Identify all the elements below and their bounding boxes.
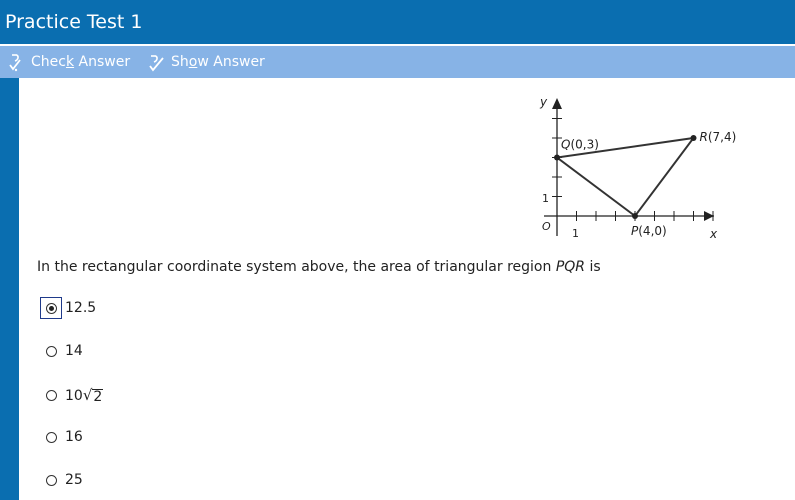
check-answer-label: Check Answer — [31, 54, 131, 70]
origin-label: O — [542, 220, 551, 233]
show-answer-button[interactable] — [148, 46, 265, 78]
point-label-r: R(7,4) — [699, 130, 737, 144]
square-root: √ 2 — [82, 386, 103, 405]
choice-label: 12.5 — [65, 300, 97, 316]
answer-choice-3[interactable] — [40, 384, 103, 406]
y-tick-label: 1 — [542, 192, 549, 205]
coordinate-figure — [528, 90, 758, 250]
point-r — [691, 135, 697, 141]
answer-choice-5[interactable] — [40, 469, 83, 491]
y-axis-label: y — [540, 95, 548, 109]
answer-choice-2[interactable] — [40, 340, 83, 362]
choice-label: 14 — [65, 343, 83, 359]
radio-button[interactable] — [40, 340, 62, 362]
point-q — [554, 155, 560, 161]
left-sidebar-strip — [0, 78, 19, 500]
point-label-p: P(4,0) — [631, 224, 667, 238]
question-text: In the rectangular coordinate system above, the area of triangular region PQR is — [37, 259, 601, 275]
radio-button[interactable] — [40, 426, 62, 448]
choice-label: 16 — [65, 429, 83, 445]
y-axis-arrow — [552, 98, 562, 109]
window-title: Practice Test 1 — [0, 0, 795, 44]
radio-selected-dot — [49, 306, 54, 311]
answer-choice-1[interactable] — [40, 297, 96, 319]
radio-button[interactable] — [40, 469, 62, 491]
choice-label: 10 √ 2 — [65, 386, 103, 405]
check-answer-button[interactable] — [8, 46, 130, 78]
point-label-q: Q(0,3) — [561, 137, 599, 152]
check-answer-icon — [8, 52, 26, 72]
x-tick-label: 1 — [572, 227, 579, 240]
show-answer-label: Show Answer — [171, 54, 265, 70]
point-p — [632, 213, 638, 219]
show-answer-icon — [148, 52, 166, 72]
toolbar — [0, 46, 795, 78]
choice-label: 25 — [65, 472, 83, 488]
x-axis-label: x — [710, 227, 718, 241]
radio-button[interactable] — [40, 297, 62, 319]
radio-button[interactable] — [40, 384, 62, 406]
answer-choice-4[interactable] — [40, 426, 83, 448]
